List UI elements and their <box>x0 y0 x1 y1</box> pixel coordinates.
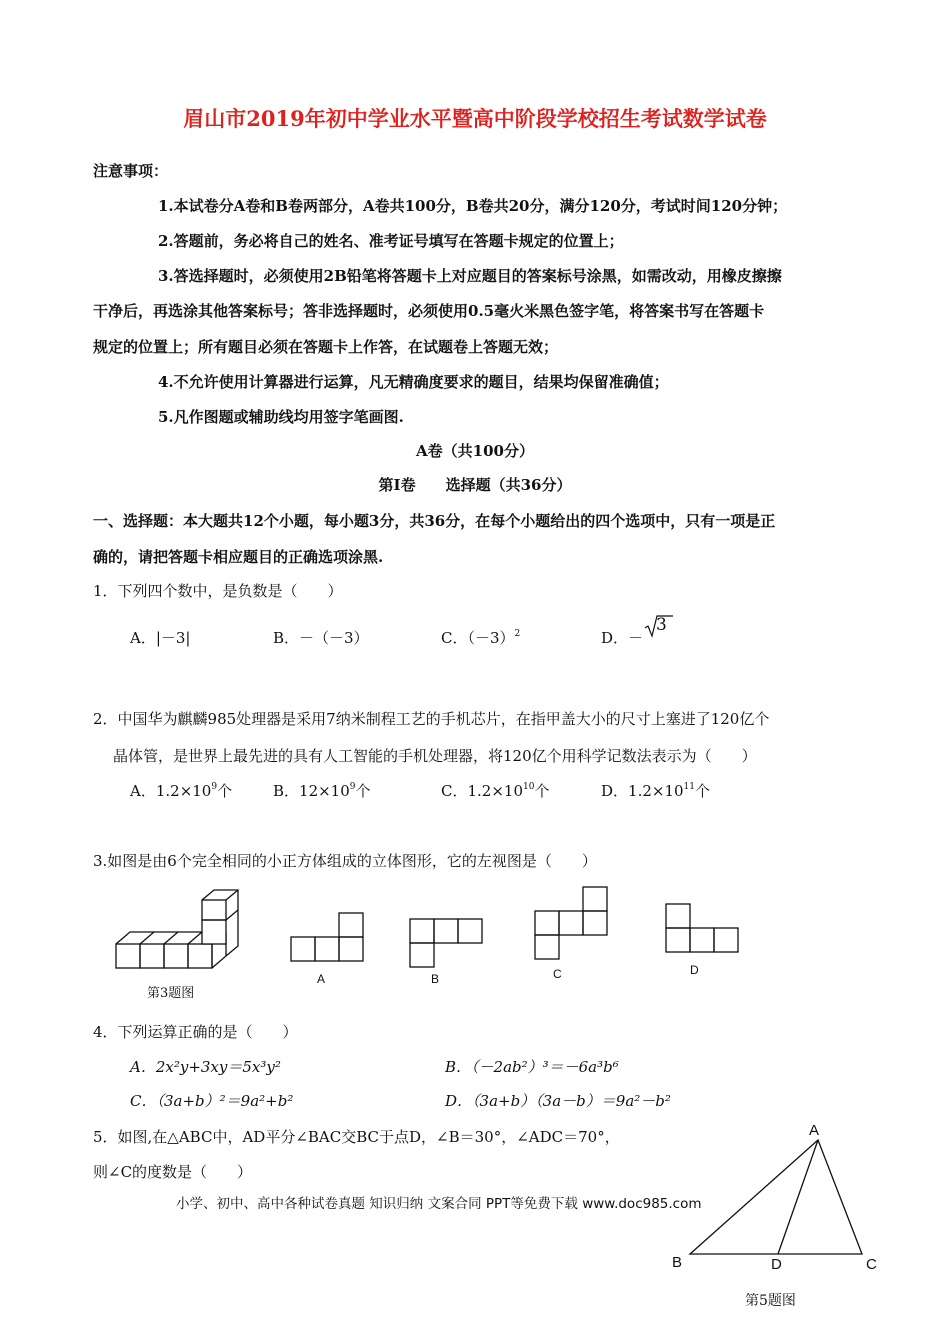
notice-item: 4.不允许使用计算器进行运算，凡无精确度要求的题目，结果均保留准确值； <box>158 373 669 391</box>
page-title: 眉山市2019年初中学业水平暨高中阶段学校招生考试数学试卷 <box>183 106 767 131</box>
triangle-vertex-a: A <box>809 1122 820 1139</box>
part1-heading: 第Ⅰ卷 选择题（共36分） <box>378 476 572 494</box>
q2-option-d: D．$1.2\times 10^{11}$个 <box>601 782 711 800</box>
q3-stem: 3.如图是由6个完全相同的小正方体组成的立体图形，它的左视图是（ ） <box>93 852 597 870</box>
q3-option-b-label: B <box>431 972 440 986</box>
q5-figure-caption: 第5题图 <box>745 1293 796 1309</box>
notice-item: 2.答题前，务必将自己的姓名、准考证号填写在答题卡规定的位置上； <box>158 232 624 250</box>
q5-stem: 5．如图,在△ABC中，AD平分∠BAC交BC于点D，∠B＝30°，∠ADC＝70°， <box>93 1128 620 1146</box>
footer-watermark: 小学、初中、高中各种试卷真题 知识归纳 文案合同 PPT等免费下载 www.doc985.com <box>176 1196 702 1212</box>
q4-option-b: B．（－2ab²）³＝－6a³b⁶ <box>445 1058 619 1076</box>
q1-option-d: D．－ <box>601 629 644 647</box>
q1-stem: 1．下列四个数中，是负数是（ ） <box>93 582 343 600</box>
q4-option-d: D．（3a+b）（3a－b）＝9a²－b² <box>445 1092 671 1110</box>
q5-stem: 则∠C的度数是（ ） <box>93 1163 253 1181</box>
q2-option-c: C．$1.2\times 10^{10}$个 <box>441 782 550 800</box>
q3-solid-figure <box>110 890 250 972</box>
q3-option-c-figure <box>534 886 608 960</box>
notice-item: 规定的位置上；所有题目必须在答题卡上作答，在试题卷上答题无效； <box>93 338 559 356</box>
q2-option-a: A．$1.2\times 10^9$个 <box>130 782 233 800</box>
q4-option-c: C．（3a+b）²＝9a²+b² <box>130 1092 294 1110</box>
q2-option-b: B．$12\times 10^9$个 <box>273 782 371 800</box>
q4-option-a: A．2x²y+3xy＝5x³y² <box>130 1058 281 1076</box>
q3-option-d-label: D <box>690 963 699 977</box>
q2-stem: 2．中国华为麒麟985处理器是采用7纳米制程工艺的手机芯片，在指甲盖大小的尺寸上塞进了120亿个 <box>93 710 770 728</box>
q1-option-c: C．$(-3)^2$ <box>441 629 521 647</box>
instruction-line: 确的，请把答题卡相应题目的正确选项涂黑. <box>93 548 384 566</box>
q3-figure-caption: 第3题图 <box>147 986 195 1001</box>
q1-option-a: A．|－3| <box>130 629 191 647</box>
notice-item: 1.本试卷分A卷和B卷两部分，A卷共100分，B卷共20分，满分120分，考试时间120分钟； <box>158 197 788 215</box>
notice-heading: 注意事项： <box>93 162 169 180</box>
notice-item: 5.凡作图题或辅助线均用签字笔画图. <box>158 408 404 426</box>
notice-item: 3.答选择题时，必须使用2B铅笔将答题卡上对应题目的答案标号涂黑，如需改动，用橡皮擦擦 <box>158 267 782 285</box>
q2-stem: 晶体管，是世界上最先进的具有人工智能的手机处理器，将120亿个用科学记数法表示为（ ） <box>113 747 757 765</box>
q1-option-d-radicand: 3 <box>656 615 667 635</box>
q5-triangle-figure <box>690 1138 865 1256</box>
notice-item: 干净后，再选涂其他答案标号；答非选择题时，必须使用0.5毫火米黑色签字笔，将答案书写在答题卡 <box>93 302 765 320</box>
triangle-point-d: D <box>771 1256 782 1273</box>
q3-option-d-figure <box>665 903 739 953</box>
q1-option-b: B．－（－3） <box>273 629 369 647</box>
q3-option-a-label: A <box>317 972 326 986</box>
triangle-vertex-b: B <box>672 1254 683 1271</box>
q3-option-a-figure <box>290 912 364 962</box>
q3-option-c-label: C <box>553 967 562 981</box>
instruction-line: 一、选择题：本大题共12个小题，每小题3分，共36分，在每个小题给出的四个选项中，只有一项是正 <box>93 512 776 530</box>
q4-stem: 4．下列运算正确的是（ ） <box>93 1023 298 1041</box>
section-a-heading: A卷（共100分） <box>416 442 534 460</box>
q3-option-b-figure <box>409 918 483 968</box>
triangle-vertex-c: C <box>866 1256 877 1273</box>
